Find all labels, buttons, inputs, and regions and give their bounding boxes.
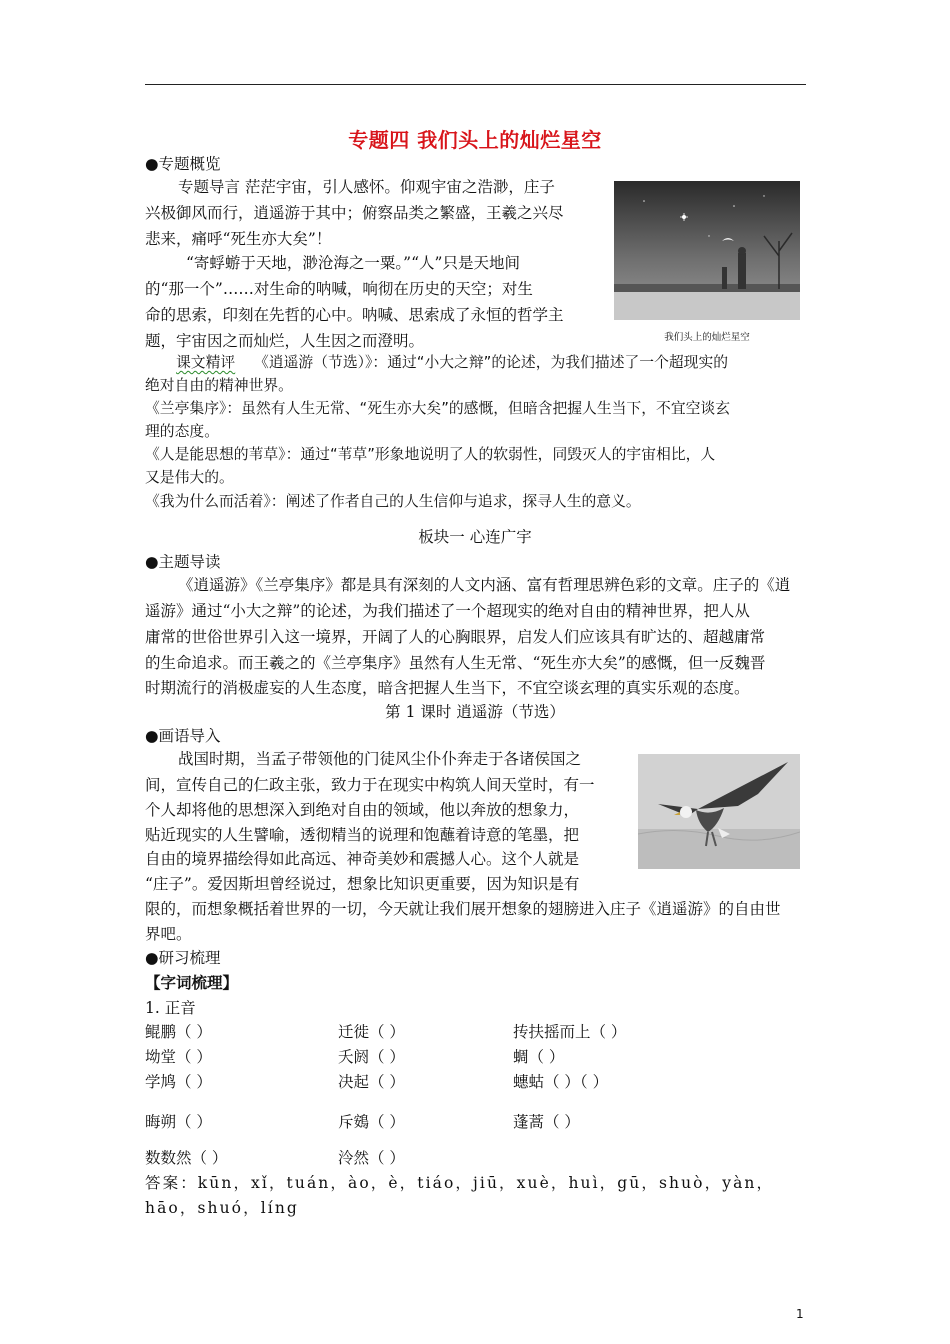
- review-line: 又是伟大的。: [145, 469, 234, 486]
- review-line: 理的态度。: [145, 423, 219, 440]
- pinyin-item: 决起（ ）: [338, 1073, 405, 1091]
- theme-heading: ●主题导读: [145, 553, 221, 571]
- theme-line: 的生命追求。而王羲之的《兰亭集序》虽然有人生无常、“死生亦大矣”的感慨，但一反魏晋: [145, 654, 766, 672]
- pinyin-item: 鲲鹏（ ）: [145, 1023, 212, 1041]
- overview-line: 专题导言 茫茫宇宙，引人感怀。仰观宇宙之浩渺，庄子: [178, 178, 555, 196]
- overview-line: 的“那一个”……对生命的呐喊，响彻在历史的天空；对生: [145, 280, 533, 298]
- overview-heading: ●专题概览: [145, 155, 221, 173]
- answer-line: 答案：kūn，xǐ，tuán，ào，è，tiáo，jiū，xuè，huì，gū，shuò，yàn，: [145, 1174, 775, 1192]
- pinyin-item: 蓬蒿（ ）: [513, 1113, 580, 1131]
- overview-line: 悲来，痛呼“死生亦大矣”！: [145, 230, 332, 248]
- intro-line: 贴近现实的人生譬喻，透彻精当的说理和饱蘸着诗意的笔墨，把: [145, 826, 580, 844]
- study-heading: ●研习梳理: [145, 949, 221, 967]
- theme-line: 遥游》通过“小大之辩”的论述，为我们描述了一个超现实的绝对自由的精神世界，把人从: [145, 602, 750, 620]
- review-label: 课文精评: [176, 354, 236, 371]
- overview-line: 兴极御风而行，逍遥游于其中；俯察品类之繁盛，王羲之兴尽: [145, 204, 564, 222]
- intro-line: “庄子”。爱因斯坦曾经说过，想象比知识更重要，因为知识是有: [145, 875, 580, 893]
- study-item: 1. 正音: [145, 999, 196, 1017]
- image-caption: 我们头上的灿烂星空: [664, 332, 750, 343]
- intro-line: 个人却将他的思想深入到绝对自由的领域，他以奔放的想象力，: [145, 801, 580, 819]
- review-text: 《逍遥游（节选）》：通过“小大之辩”的论述，为我们描述了一个超现实的: [254, 354, 729, 371]
- review-line: 《人是能思想的苇草》：通过“苇草”形象地说明了人的软弱性，同毁灭人的宇宙相比，人: [145, 446, 716, 463]
- intro-heading: ●画语导入: [145, 727, 221, 745]
- review-line: 《我为什么而活着》：阐述了作者自己的人生信仰与追求，探寻人生的意义。: [145, 493, 641, 510]
- intro-line: 战国时期，当孟子带领他的门徒风尘仆仆奔走于各诸侯国之: [178, 750, 582, 768]
- study-subheading: 【字词梳理】: [145, 973, 239, 992]
- pinyin-item: 学鸠（ ）: [145, 1073, 212, 1091]
- pinyin-item: 泠然（ ）: [338, 1149, 405, 1167]
- theme-line: 时期流行的消极虚妄的人生态度，暗含把握人生当下，不宜空谈玄理的真实乐观的态度。: [145, 679, 750, 697]
- pinyin-item: 蟪蛄（ ）（ ）: [513, 1073, 609, 1091]
- answer-line: hāo，shuó，líng: [145, 1199, 299, 1217]
- overview-line: “寄蜉蝣于天地，渺沧海之一粟。”“人”只是天地间: [186, 254, 520, 272]
- pinyin-item: 夭阏（ ）: [338, 1048, 405, 1066]
- intro-line: 自由的境界描绘得如此高远、神奇美妙和震撼人心。这个人就是: [145, 850, 580, 868]
- pinyin-item: 数数然（ ）: [145, 1149, 228, 1167]
- intro-line: 限的，而想象概括着世界的一切，今天就让我们展开想象的翅膀进入庄子《逍遥游》的自由世: [145, 900, 781, 918]
- starry-sky-image: [614, 181, 800, 320]
- lesson-heading: 第 1 课时 逍遥游（节选）: [385, 703, 565, 721]
- review-line: 《兰亭集序》：虽然有人生无常、“死生亦大矣”的感慨，但暗含把握人生当下，不宜空谈玄: [145, 400, 731, 417]
- page-title: 专题四 我们头上的灿烂星空: [348, 128, 602, 152]
- overview-line: 命的思索，印刻在先哲的心中。呐喊、思索成了永恒的哲学主: [145, 306, 564, 324]
- eagle-image: [638, 754, 800, 869]
- pinyin-item: 晦朔（ ）: [145, 1113, 212, 1131]
- review-line: 绝对自由的精神世界。: [145, 377, 293, 394]
- pinyin-item: 坳堂（ ）: [145, 1048, 212, 1066]
- theme-line: 庸常的世俗世界引入这一境界，开阔了人的心胸眼界，启发人们应该具有旷达的、超越庸常: [145, 628, 766, 646]
- pinyin-item: 迁徙（ ）: [338, 1023, 405, 1041]
- intro-line: 界吧。: [145, 925, 192, 943]
- pinyin-item: 抟扶摇而上（ ）: [513, 1023, 627, 1041]
- block-heading: 板块一 心连广宇: [418, 528, 532, 546]
- overview-line: 题，宇宙因之而灿烂，人生因之而澄明。: [145, 332, 425, 350]
- theme-line: 《逍遥游》《兰亭集序》都是具有深刻的人文内涵、富有哲理思辨色彩的文章。庄子的《逍: [178, 576, 791, 594]
- header-rule: [145, 84, 806, 85]
- page-number: 1: [796, 1307, 804, 1321]
- pinyin-item: 蜩（ ）: [513, 1048, 565, 1066]
- pinyin-item: 斥鴳（ ）: [338, 1113, 405, 1131]
- intro-line: 间，宣传自己的仁政主张，致力于在现实中构筑人间天堂时，有一: [145, 776, 595, 794]
